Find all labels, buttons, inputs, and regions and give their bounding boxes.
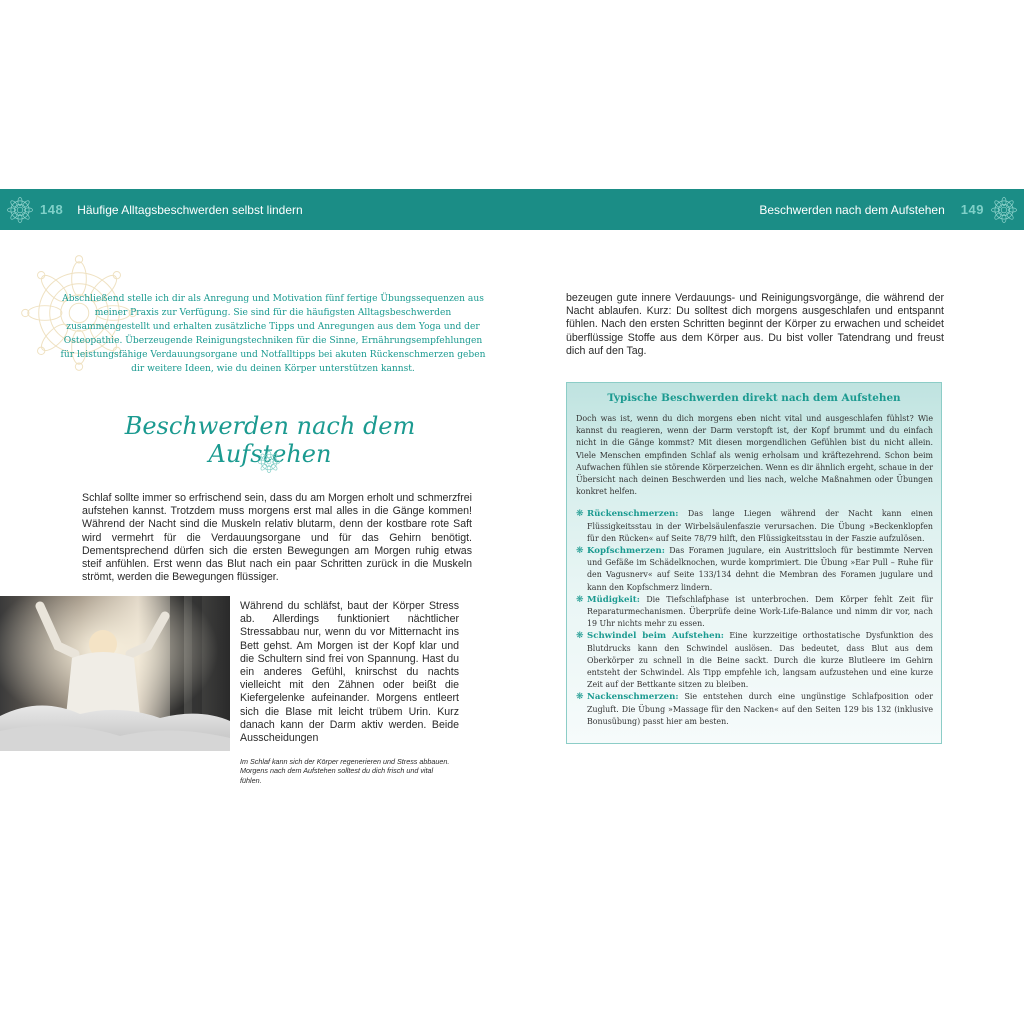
complaints-list [576, 508, 933, 728]
header-right [759, 189, 1018, 230]
photo-side-paragraph: Während du schläfst, baut der Körper Stress ab. Allerdings funktioniert nächtlicher Stressabbau nur, wenn du vor Mitternacht ins Bett gehst. Am Morgen ist der Kopf klar und die Schultern sind frei von Spannung. Hast du ein anderes Gefühl, knirschst du nachts vielleicht mit den Zähnen oder beißt die Kiefergelenke aufeinander. Morgens entleert sich die Blase mit leicht trübem Urin. Kurz danach kann der Darm aktiv werden. Beide Ausscheidungen [240, 600, 459, 745]
complaint-text: Die Tiefschlafphase ist unterbrochen. Dem Körper fehlt Zeit für Reparaturmechanismen. Überprüfe deine Work-Life-Balance und nimm dir vor, nach 19 Uhr nichts mehr zu essen. [587, 594, 933, 629]
list-item [576, 630, 933, 691]
section-heading: Beschwerden nach dem Aufstehen [124, 412, 416, 468]
complaint-text: Sie entstehen durch eine ungünstige Schlafposition oder Zugluft. Die Übung »Massage für den Nacken« auf den Seiten 129 bis 132 (inklusive Bonusübung) passt hier am besten. [587, 692, 933, 726]
complaint-term: Kopfschmerzen: [587, 546, 665, 557]
left-running-title: Häufige Alltagsbeschwerden selbst lindern [77, 202, 303, 217]
list-item [576, 508, 933, 545]
photo-caption: Im Schlaf kann sich der Körper regenerieren und Stress abbauen. Morgens nach dem Aufstehen solltest du dich frisch und vital fühlen. [240, 757, 450, 785]
left-body-paragraph: Schlaf sollte immer so erfrischend sein, dass du am Morgen erholt und schmerzfrei aufstehen kannst. Trotzdem muss morgens erst mal alles in die Gänge kommen! Während der Nacht sind die Muskeln relativ blutarm, denn der kostbare rote Saft wird vermehrt für die Verdauungsorgane und für das Gehirn benötigt. Dementsprechend dürfen sich die ersten Bewegungen am Morgen ruhig etwas steif anfühlen. Erst wenn das Blut nach ein paar Schritten zurück in die Muskeln strömt, werden die Bewegungen flüssiger. [82, 492, 472, 584]
complaint-term: Müdigkeit: [587, 594, 640, 605]
complaint-text: Das lange Liegen während der Nacht kann einen Flüssigkeitsstau in der Wirbelsäulenfaszie verursachen. Die Übung »Beckenklopfen für den Rücken« auf Seite 78/79 hilft, den Flüssigkeitsstau in der Faszie aufzulösen. [587, 509, 933, 543]
mandala-icon [6, 196, 34, 224]
flower-bullet-icon: ❋ [576, 631, 584, 642]
right-running-title: Beschwerden nach dem Aufstehen [759, 202, 945, 217]
flower-bullet-icon: ❋ [576, 546, 584, 557]
complaint-term: Rückenschmerzen: [587, 509, 679, 520]
complaint-text: Eine kurzzeitige orthostatische Dysfunktion des Blutdrucks kann den Schwindel auslösen. Das bedeutet, dass Blut aus dem Oberkörper zu schnell in die Beine sackt. Durch die kurze Blutleere im Gehirn entsteht der Schwindel. Als Tipp empfehle ich, langsam aufzustehen und eine kurze Zeit auf der Bettkante sitzen zu bleiben. [587, 631, 933, 690]
complaint-term: Nackenschmerzen: [587, 692, 679, 703]
info-box-intro: Doch was ist, wenn du dich morgens eben nicht vital und ausgeschlafen fühlst? Wie kannst du reagieren, wenn der Darm verstopft ist, der Kopf brummt und du einfach nicht in die Gänge kommst? Mit diesen morgendlichen Gefühlen bist du nicht allein. Viele Menschen empfinden Schlaf als wenig erholsam und kräftezehrend. Schon beim Aufwachen fühlen sie störende Körperzeichen. Wenn es dir ähnlich ergeht, schaue in der Übersicht nach deinen Beschwerden und lies nach, welche Maßnahmen oder Übungen konkret helfen. [576, 414, 933, 497]
complaints-info-box [566, 382, 942, 744]
page-header-bar [0, 189, 1024, 230]
flower-bullet-icon: ❋ [576, 594, 584, 605]
mandala-icon [990, 196, 1018, 224]
right-page-number: 149 [960, 202, 984, 217]
info-box-title: Typische Beschwerden direkt nach dem Aufstehen [607, 392, 901, 404]
list-item [576, 545, 933, 594]
morning-stretch-photo [0, 596, 230, 751]
list-item [576, 594, 933, 631]
list-item [576, 691, 933, 728]
left-page-number: 148 [40, 202, 64, 217]
flower-bullet-icon: ❋ [576, 692, 584, 703]
intro-paragraph: Abschließend stelle ich dir als Anregung und Motivation fünf fertige Übungssequenzen aus meiner Praxis zur Verfügung. Sie sind für die häufigsten Alltagsbeschwerden zusammengestellt und erhalten zusätzliche Tipps und Anregungen aus dem Yoga und der Osteopathie. Überzeugende Reinigungstechniken für die Sinne, Ernährungsempfehlungen für leistungsfähige Verdauungsorgane und Notfalltipps bei akuten Rückenschmerzen geben dir weitere Ideen, wie du deinen Körper unterstützen kannst. [60, 294, 486, 374]
ornament-mandala-icon [256, 449, 282, 475]
complaint-text: Das Foramen jugulare, ein Austrittsloch für bestimmte Nerven und Gefäße im Schädelknochen, wurde komprimiert. Die Übung »Ear Pull – Ruhe für den Vagusnerv« auf Seite 133/134 dehnt die Membran des Foramen jugulare und kann den Kopfschmerz lindern. [587, 546, 933, 592]
flower-bullet-icon: ❋ [576, 509, 584, 520]
right-body-paragraph: bezeugen gute innere Verdauungs- und Reinigungsvorgänge, die während der Nacht ablaufen. Kurz: Du solltest dich morgens ausgeschlafen und entspannt fühlen. Nach den ersten Schritten beginnt der Körper zu erwachen und scheidet überflüssige Stoffe aus dem Körper aus. Du bist voller Tatendrang und freust dich auf den Tag. [566, 292, 944, 357]
header-left [6, 189, 303, 230]
complaint-term: Schwindel beim Aufstehen: [587, 631, 724, 642]
